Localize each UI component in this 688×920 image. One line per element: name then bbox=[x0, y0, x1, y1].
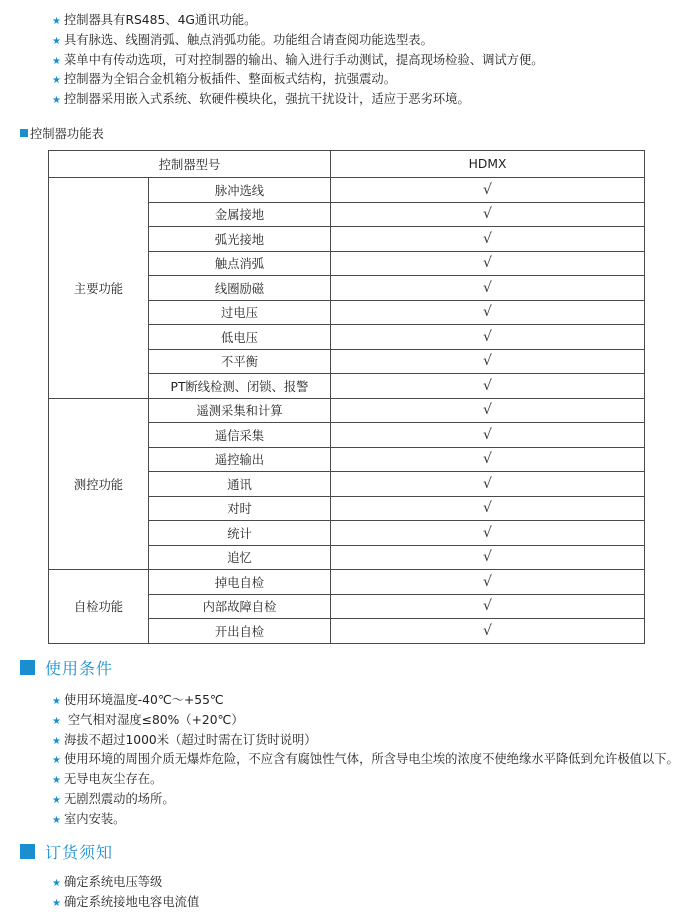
order-section-heading: 订货须知 bbox=[20, 840, 113, 863]
star-icon: ★ bbox=[52, 715, 61, 727]
check-mark: √ bbox=[331, 227, 645, 252]
function-name: 触点消弧 bbox=[149, 251, 331, 276]
check-mark: √ bbox=[331, 570, 645, 595]
check-mark: √ bbox=[331, 423, 645, 448]
star-icon: ★ bbox=[52, 95, 61, 107]
feature-item: ★ 控制器采用嵌入式系统、软硬件模块化，强抗干扰设计，适应于恶劣环境。 bbox=[52, 92, 470, 107]
square-icon bbox=[20, 844, 35, 859]
function-name: 线圈励磁 bbox=[149, 276, 331, 301]
check-mark: √ bbox=[331, 447, 645, 472]
table-row bbox=[49, 178, 645, 203]
table-header-row bbox=[49, 151, 645, 178]
feature-item: ★ 控制器具有RS485、4G通讯功能。 bbox=[52, 13, 257, 27]
check-mark: √ bbox=[331, 472, 645, 497]
feature-item: ★ 菜单中有传动选项，可对控制器的输出、输入进行手动测试，提高现场检验、调试方便。 bbox=[52, 52, 544, 67]
star-icon: ★ bbox=[52, 735, 61, 747]
star-icon: ★ bbox=[52, 794, 61, 806]
list-item: ★ 无剧烈震动的场所。 bbox=[52, 791, 175, 806]
star-icon: ★ bbox=[52, 814, 61, 826]
check-mark: √ bbox=[331, 545, 645, 570]
check-mark: √ bbox=[331, 300, 645, 325]
check-mark: √ bbox=[331, 594, 645, 619]
function-name: 弧光接地 bbox=[149, 227, 331, 252]
function-name: 内部故障自检 bbox=[149, 594, 331, 619]
star-icon: ★ bbox=[52, 35, 61, 47]
star-icon: ★ bbox=[52, 696, 61, 707]
function-name: 不平衡 bbox=[149, 349, 331, 374]
square-icon bbox=[20, 129, 28, 137]
function-name: 低电压 bbox=[149, 325, 331, 350]
star-icon: ★ bbox=[52, 55, 61, 67]
group-label: 测控功能 bbox=[49, 398, 149, 570]
function-name: 开出自检 bbox=[149, 619, 331, 644]
feature-list bbox=[52, 12, 544, 111]
star-icon: ★ bbox=[52, 75, 61, 87]
check-mark: √ bbox=[331, 398, 645, 423]
usage-section-heading: 使用条件 bbox=[20, 656, 113, 679]
function-name: 统计 bbox=[149, 521, 331, 546]
check-mark: √ bbox=[331, 521, 645, 546]
check-mark: √ bbox=[331, 325, 645, 350]
table-row bbox=[49, 570, 645, 595]
check-mark: √ bbox=[331, 251, 645, 276]
check-mark: √ bbox=[331, 374, 645, 399]
function-name: 过电压 bbox=[149, 300, 331, 325]
function-name: 追忆 bbox=[149, 545, 331, 570]
star-icon: ★ bbox=[52, 16, 61, 27]
header-value: HDMX bbox=[331, 151, 645, 178]
check-mark: √ bbox=[331, 349, 645, 374]
header-model: 控制器型号 bbox=[49, 151, 331, 178]
function-name: PT断线检测、闭锁、报警 bbox=[149, 374, 331, 399]
function-table bbox=[48, 150, 645, 644]
list-item: ★ 使用环境温度-40℃～+55℃ bbox=[52, 693, 224, 707]
feature-item: ★ 控制器为全铝合金机箱分板插件、整面板式结构，抗强震动。 bbox=[52, 72, 396, 87]
function-name: 遥信采集 bbox=[149, 423, 331, 448]
list-item: ★ 无导电灰尘存在。 bbox=[52, 772, 163, 787]
square-icon bbox=[20, 660, 35, 675]
table-title: 控制器功能表 bbox=[20, 124, 104, 142]
table-row bbox=[49, 398, 645, 423]
function-name: 遥测采集和计算 bbox=[149, 398, 331, 423]
group-label: 自检功能 bbox=[49, 570, 149, 644]
check-mark: √ bbox=[331, 202, 645, 227]
check-mark: √ bbox=[331, 178, 645, 203]
function-name: 掉电自检 bbox=[149, 570, 331, 595]
star-icon: ★ bbox=[52, 775, 61, 787]
list-item: ★ 确定系统电压等级 bbox=[52, 875, 163, 889]
list-item: ★ 室内安装。 bbox=[52, 811, 126, 826]
function-name: 金属接地 bbox=[149, 202, 331, 227]
order-list bbox=[52, 874, 199, 914]
star-icon: ★ bbox=[52, 897, 61, 909]
group-label: 主要功能 bbox=[49, 178, 149, 399]
list-item: ★ 海拔不超过1000米（超过时需在订货时说明） bbox=[52, 732, 317, 747]
feature-item: ★ 具有脉选、线圈消弧、触点消弧功能。功能组合请查阅功能选型表。 bbox=[52, 32, 433, 47]
check-mark: √ bbox=[331, 276, 645, 301]
list-item: ★ 确定系统接地电容电流值 bbox=[52, 894, 200, 909]
star-icon: ★ bbox=[52, 878, 61, 889]
function-name: 脉冲选线 bbox=[149, 178, 331, 203]
function-name: 通讯 bbox=[149, 472, 331, 497]
star-icon: ★ bbox=[52, 755, 61, 767]
list-item: ★ 使用环境的周围介质无爆炸危险，不应含有腐蚀性气体，所含导电尘埃的浓度不使绝缘水平降低到允许极值以下。 bbox=[52, 752, 679, 767]
usage-list bbox=[52, 692, 679, 831]
check-mark: √ bbox=[331, 496, 645, 521]
function-name: 遥控输出 bbox=[149, 447, 331, 472]
function-name: 对时 bbox=[149, 496, 331, 521]
list-item: ★ 空气相对湿度≤80%（+20℃） bbox=[52, 712, 244, 727]
check-mark: √ bbox=[331, 619, 645, 644]
